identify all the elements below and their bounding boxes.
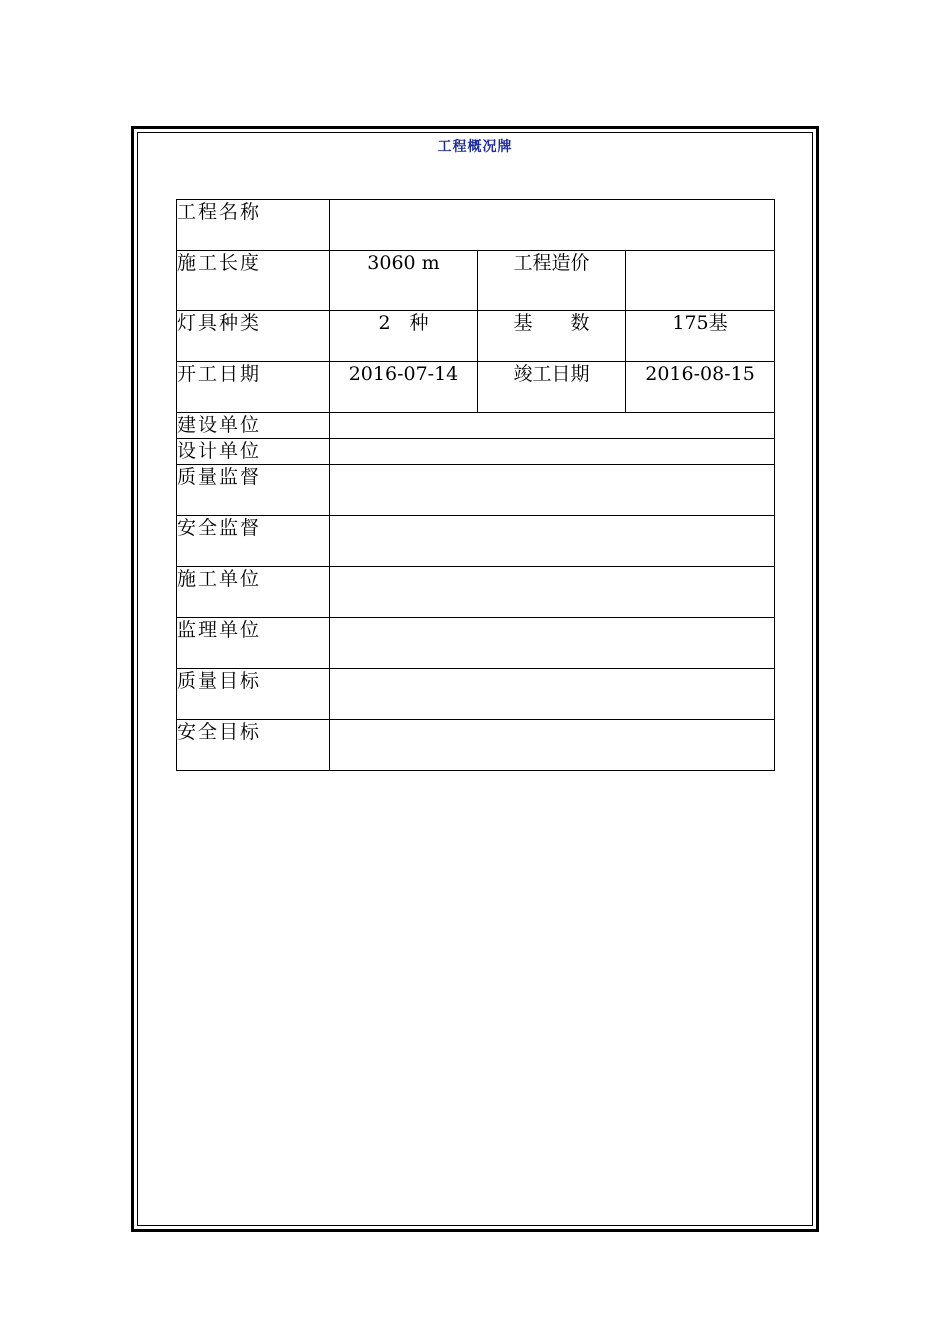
label-contractor: 施工单位: [177, 567, 330, 618]
label-lamp-types: 灯具种类: [177, 311, 330, 362]
table-row: [177, 251, 775, 311]
value-quality-supervision: [330, 465, 775, 516]
value-supervisor: [330, 618, 775, 669]
project-info-table: [176, 199, 775, 771]
label-supervisor: 监理单位: [177, 618, 330, 669]
value-completion-date: 2016-08-15: [626, 362, 775, 413]
value-quality-goal: [330, 669, 775, 720]
table-row: [177, 567, 775, 618]
table-row: [177, 618, 775, 669]
value-start-date: 2016-07-14: [330, 362, 478, 413]
value-safety-supervision: [330, 516, 775, 567]
table-row: [177, 413, 775, 439]
value-designer: [330, 439, 775, 465]
document-title: 工程概况牌: [437, 139, 513, 155]
value-contractor: [330, 567, 775, 618]
value-project-cost: [626, 251, 775, 311]
label-builder: 建设单位: [177, 413, 330, 439]
table-row: [177, 200, 775, 251]
label-quality-supervision: 质量监督: [177, 465, 330, 516]
table-row: [177, 311, 775, 362]
label-quality-goal: 质量目标: [177, 669, 330, 720]
label-project-cost: 工程造价: [478, 251, 626, 311]
table-row: [177, 439, 775, 465]
label-start-date: 开工日期: [177, 362, 330, 413]
value-construction-length: 3060 m: [330, 251, 478, 311]
label-safety-supervision: 安全监督: [177, 516, 330, 567]
table-row: [177, 362, 775, 413]
label-base-count: 基 数: [478, 311, 626, 362]
value-safety-goal: [330, 720, 775, 771]
label-safety-goal: 安全目标: [177, 720, 330, 771]
table-row: [177, 465, 775, 516]
value-lamp-types: 2 种: [330, 311, 478, 362]
value-base-count: 175基: [626, 311, 775, 362]
label-construction-length: 施工长度: [177, 251, 330, 311]
label-completion-date: 竣工日期: [478, 362, 626, 413]
table-row: [177, 516, 775, 567]
label-project-name: 工程名称: [177, 200, 330, 251]
label-designer: 设计单位: [177, 439, 330, 465]
value-builder: [330, 413, 775, 439]
value-project-name: [330, 200, 775, 251]
table-row: [177, 669, 775, 720]
table-row: [177, 720, 775, 771]
